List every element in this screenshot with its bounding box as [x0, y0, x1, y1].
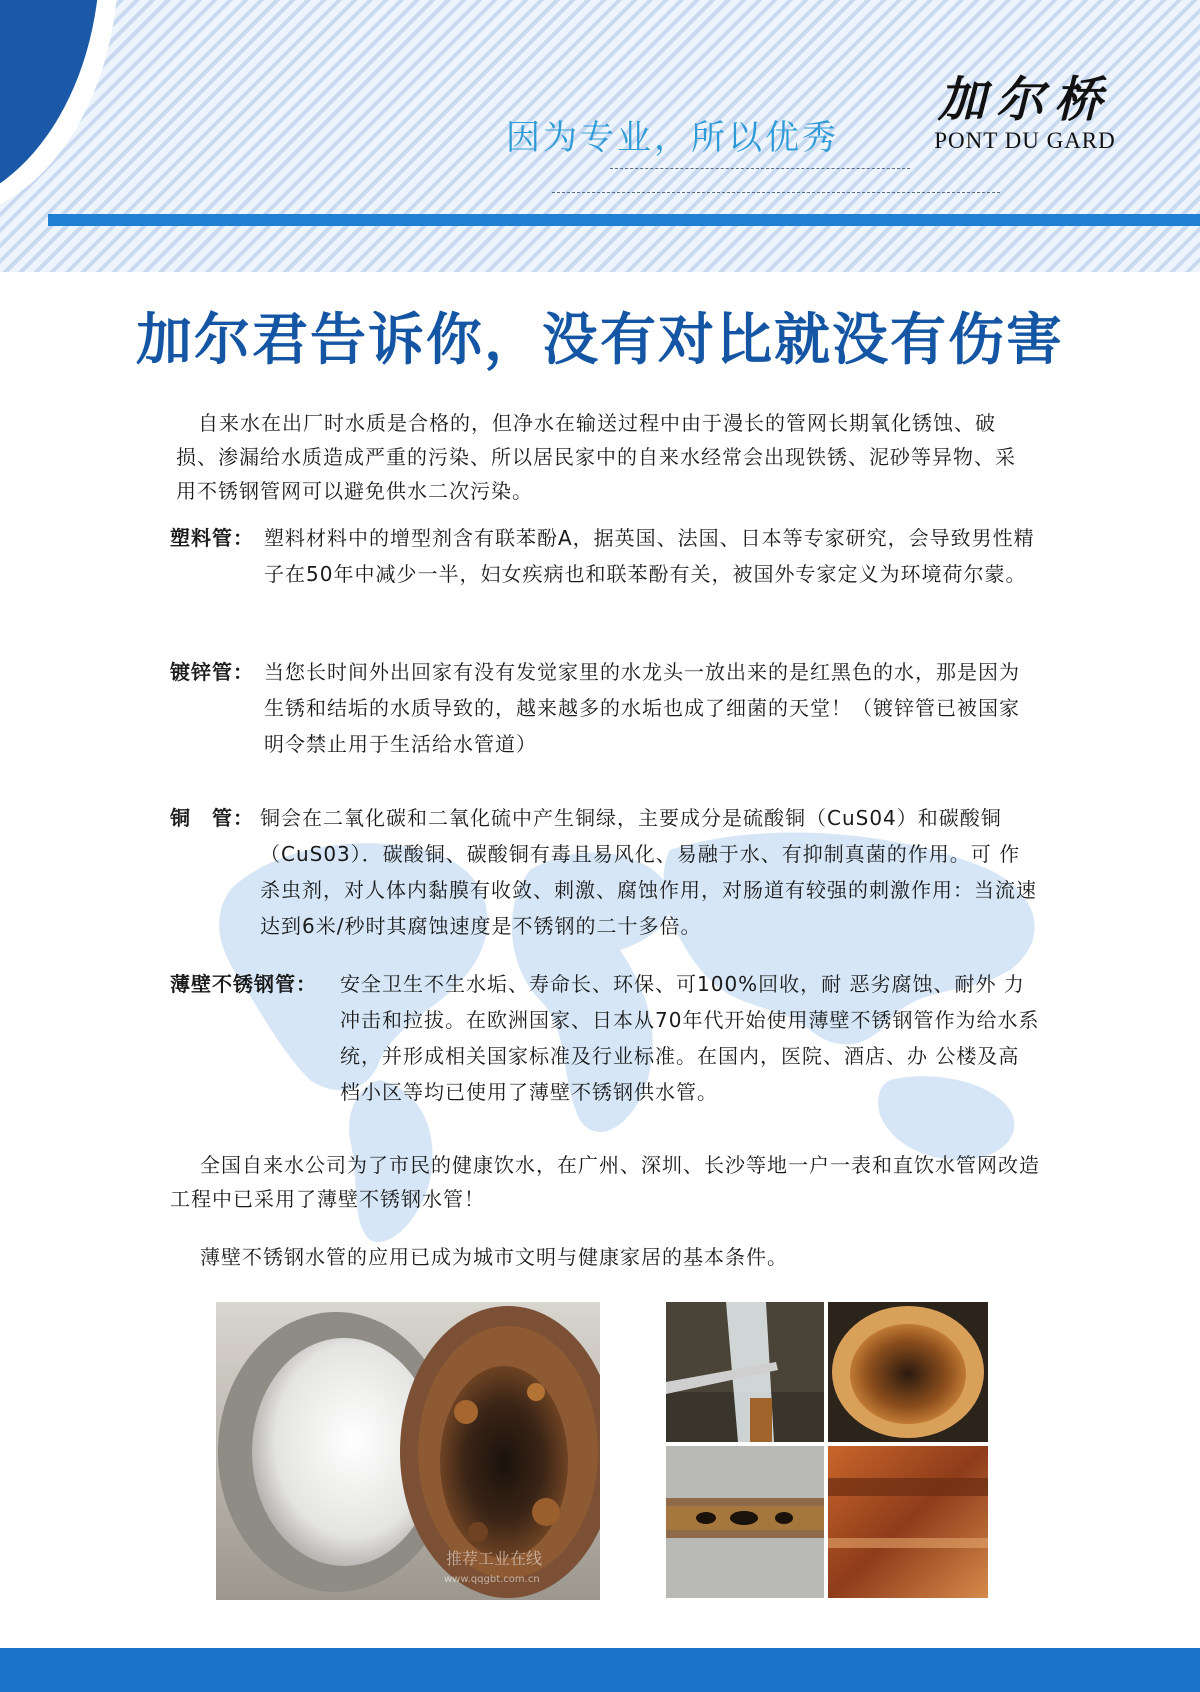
section-copper-pipe — [170, 800, 1040, 944]
section-galvanized-pipe — [170, 654, 1040, 762]
closing-paragraph: 薄壁不锈钢水管的应用已成为城市文明与健康家居的基本条件。 — [200, 1245, 788, 1269]
section-stainless-pipe — [170, 966, 1040, 1110]
photo-watermark-url: www.qqgbt.com.cn — [444, 1574, 540, 1585]
header-banner — [0, 0, 1200, 272]
pipe-comparison-photo — [216, 1302, 600, 1600]
footer-bar — [0, 1648, 1200, 1692]
collage-panel-rust-surface — [828, 1446, 988, 1598]
collage-panel-leak — [666, 1302, 824, 1442]
header-stripe — [48, 214, 1200, 226]
dashed-divider — [610, 168, 910, 169]
photo-watermark: 推荐工业在线 — [446, 1549, 543, 1568]
section-text: 当您长时间外出回家有没有发觉家里的水龙头一放出来的是红黑色的水，那是因为生锈和结垢的水质导致的，越来越多的水垢也成了细菌的天堂！（镀锌管已被国家明令禁止用于生活给水管道） — [264, 660, 1020, 756]
corroded-pipes-collage — [666, 1302, 988, 1598]
section-label: 薄壁不锈钢管： — [170, 972, 317, 996]
collage-panel-rusty-section — [828, 1302, 988, 1442]
section-plastic-pipe — [170, 520, 1040, 628]
section-label: 镀锌管： — [170, 660, 254, 684]
collage-panel-holed-pipe — [666, 1446, 824, 1598]
slogan: 因为专业，所以优秀 — [506, 118, 839, 158]
section-label: 铜 管： — [170, 806, 254, 830]
section-text: 塑料材料中的增型剂含有联苯酚A，据英国、法国、日本等专家研究，会导致男性精子在50年中减少一半，妇女疾病也和联苯酚有关，被国外专家定义为环境荷尔蒙。 — [264, 526, 1035, 586]
closing-paragraph: 全国自来水公司为了市民的健康饮水，在广州、深圳、长沙等地一户一表和直饮水管网改造工程中已采用了薄壁不锈钢水管！ — [170, 1153, 1040, 1211]
logo-english: PONT DU GARD — [934, 128, 1116, 153]
rusty-pipe-inner — [440, 1366, 568, 1558]
logo-chinese: 加尔桥 — [937, 72, 1112, 128]
dashed-divider — [552, 192, 1000, 193]
intro-paragraph: 自来水在出厂时水质是合格的，但净水在输送过程中由于漫长的管网长期氧化锈蚀、破损、渗漏给水质造成严重的污染、所以居民家中的自来水经常会出现铁锈、泥砂等异物、采用不锈钢管网可以避免供水二次污染。 — [176, 411, 1016, 503]
section-label: 塑料管： — [170, 526, 254, 550]
section-text: 安全卫生不生水垢、寿命长、环保、可100%回收，耐 恶劣腐蚀、耐外 力冲击和拉拔。在欧洲国家、日本从70年代开始使用薄壁不锈钢管作为给水系统，并形成相关国家标准及行业标准。在国内，医院、酒店、办 公楼及高档小区等均已使用了薄壁不锈钢供水管。 — [340, 972, 1040, 1104]
corner-swoosh — [0, 0, 100, 210]
section-text: 铜会在二氧化碳和二氧化硫中产生铜绿，主要成分是硫酸铜（CuS04）和碳酸铜（CuS03）．碳酸铜、碳酸铜有毒且易风化、易融于水、有抑制真菌的作用。可 作杀虫剂，对人体内黏膜有收敛、刺激、腐蚀作用，对肠道有较强的刺激作用：当流速达到6米/秒时其腐蚀速度是不锈钢的二十多倍。 — [260, 806, 1037, 938]
brand-logo — [925, 72, 1125, 154]
main-headline: 加尔君告诉你，没有对比就没有伤害 — [136, 307, 1064, 373]
